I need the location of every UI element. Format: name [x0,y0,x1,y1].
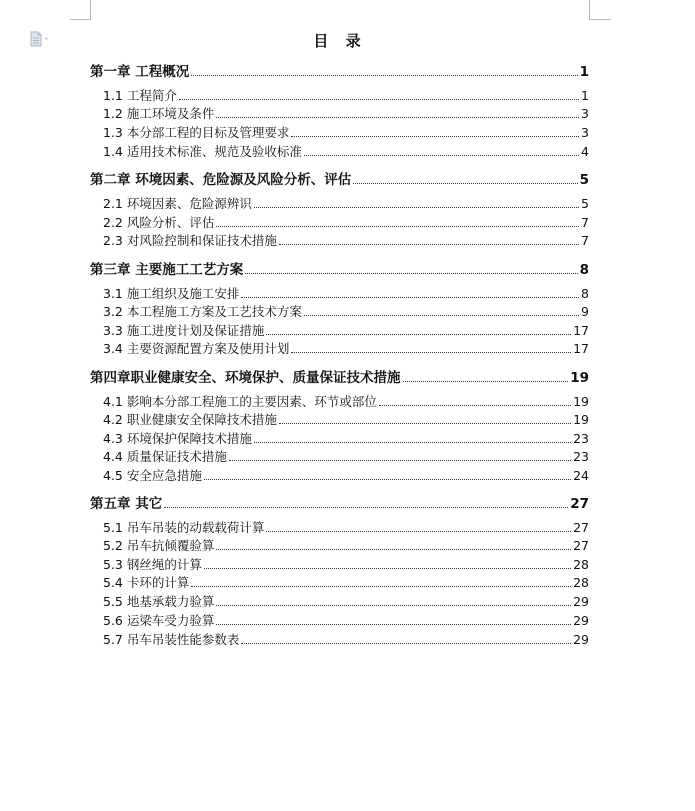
toc-entry-page-number: 23 [573,449,589,464]
toc-entry-label: 第五章 其它 [90,496,163,512]
toc-dot-leader [266,519,571,532]
toc-section-entry[interactable] [103,447,589,467]
toc-entry-page-number: 8 [581,286,589,301]
toc-entry-label: 第四章职业健康安全、环境保护、质量保证技术措施 [90,370,401,386]
toc-entry-label: 5.4 卡环的计算 [103,575,190,590]
toc-entry-label: 3.1 施工组织及施工安排 [103,286,240,301]
toc-section-entry[interactable] [103,213,589,233]
toc-entry-page-number: 29 [573,632,589,647]
toc-dot-leader [164,495,568,508]
toc-entry-label: 4.5 安全应急措施 [103,468,202,483]
toc-section-entry[interactable] [103,592,589,612]
toc-entry-label: 1.4 适用技术标准、规范及验收标准 [103,144,302,159]
crop-mark-top-right-vertical [589,0,590,19]
toc-dot-leader [216,105,579,118]
toc-title: 目 录 [313,32,367,50]
toc-dot-leader [266,322,571,335]
toc-entry-page-number: 28 [573,557,589,572]
toc-dot-leader [216,537,571,550]
toc-entry-label: 5.2 吊车抗倾覆验算 [103,538,215,553]
toc-entry-page-number: 7 [581,233,589,248]
toc-dot-leader [304,143,579,156]
toc-section-entry[interactable] [103,142,589,162]
toc-entry-page-number: 23 [573,431,589,446]
toc-entry-label: 3.2 本工程施工方案及工艺技术方案 [103,304,302,319]
toc-dot-leader [353,171,577,184]
toc-section-entry[interactable] [103,536,589,556]
toc-entry-page-number: 5 [579,172,589,188]
toc-entry-page-number: 27 [570,496,589,512]
toc-entry-label: 5.3 钢丝绳的计算 [103,557,202,572]
toc-section-entry[interactable] [103,302,589,322]
toc-entry-page-number: 24 [573,468,589,483]
toc-dot-leader [179,87,579,100]
toc-chapter-entry[interactable] [90,258,589,278]
toc-entry-label: 2.3 对风险控制和保证技术措施 [103,233,277,248]
toc-section-entry[interactable] [103,611,589,631]
toc-entry-page-number: 29 [573,613,589,628]
toc-section-entry[interactable] [103,429,589,449]
toc-dot-leader [254,430,571,443]
toc-dot-leader [229,448,571,461]
toc-entry-label: 1.2 施工环境及条件 [103,106,215,121]
toc-entry-page-number: 27 [573,520,589,535]
toc-dot-leader [291,340,571,353]
toc-entry-page-number: 7 [581,215,589,230]
toc-entry-page-number: 1 [579,64,589,80]
toc-section-entry[interactable] [103,321,589,341]
toc-dot-leader [241,631,571,644]
toc-section-entry[interactable] [103,86,589,106]
toc-section-entry[interactable] [103,123,589,143]
crop-mark-top-left-vertical [90,0,91,19]
toc-entry-label: 2.1 环境因素、危险源辨识 [103,196,252,211]
toc-entry-label: 5.7 吊车吊装性能参数表 [103,632,240,647]
toc-dot-leader [279,232,579,245]
toc-entry-label: 5.1 吊车吊装的动载载荷计算 [103,520,265,535]
toc-entry-label: 4.2 职业健康安全保障技术措施 [103,412,277,427]
toc-entry-page-number: 17 [573,341,589,356]
toc-dot-leader [216,214,579,227]
toc-dot-leader [191,63,577,76]
toc-entry-page-number: 1 [581,88,589,103]
toc-entry-label: 第二章 环境因素、危险源及风险分析、评估 [90,172,352,188]
toc-entry-label: 1.3 本分部工程的目标及管理要求 [103,125,290,140]
toc-entry-page-number: 19 [573,394,589,409]
toc-entry-label: 第三章 主要施工工艺方案 [90,262,244,278]
toc-dot-leader [245,261,577,274]
toc-dot-leader [204,467,571,480]
toc-section-entry[interactable] [103,518,589,538]
toc-entry-label: 5.5 地基承载力验算 [103,594,215,609]
toc-chapter-entry[interactable] [90,492,589,512]
toc-section-entry[interactable] [103,573,589,593]
toc-chapter-entry[interactable] [90,168,589,188]
toc-section-entry[interactable] [103,231,589,251]
toc-entry-page-number: 17 [573,323,589,338]
toc-entry-page-number: 19 [570,370,589,386]
toc-section-entry[interactable] [103,339,589,359]
toc-entry-label: 4.1 影响本分部工程施工的主要因素、环节或部位 [103,394,377,409]
toc-entry-page-number: 3 [581,125,589,140]
toc-entry-page-number: 5 [581,196,589,211]
toc-section-entry[interactable] [103,392,589,412]
toc-entry-label: 3.3 施工进度计划及保证措施 [103,323,265,338]
crop-mark-top-left-horizontal [70,19,91,20]
toc-entry-label: 第一章 工程概况 [90,64,190,80]
toc-dot-leader [204,556,571,569]
toc-dot-leader [254,195,579,208]
toc-dot-leader [216,612,571,625]
toc-dot-leader [241,285,579,298]
toc-chapter-entry[interactable] [90,366,589,386]
toc-section-entry[interactable] [103,284,589,304]
toc-section-entry[interactable] [103,194,589,214]
toc-dot-leader [304,303,579,316]
toc-section-entry[interactable] [103,466,589,486]
toc-entry-label: 2.2 风险分析、评估 [103,215,215,230]
toc-entry-page-number: 29 [573,594,589,609]
toc-entry-page-number: 27 [573,538,589,553]
toc-dot-leader [379,393,571,406]
toc-entry-page-number: 28 [573,575,589,590]
toc-entry-page-number: 19 [573,412,589,427]
toc-entry-label: 4.3 环境保护保障技术措施 [103,431,252,446]
toc-section-entry[interactable] [103,104,589,124]
toc-dot-leader [191,574,571,587]
toc-dot-leader [403,369,569,382]
toc-dot-leader [291,124,579,137]
toc-entry-label: 4.4 质量保证技术措施 [103,449,227,464]
toc-dot-leader [216,593,571,606]
toc-section-entry[interactable] [103,410,589,430]
crop-mark-top-right-horizontal [589,19,611,20]
toc-entry-label: 1.1 工程简介 [103,88,177,103]
toc-entry-label: 5.6 运梁车受力验算 [103,613,215,628]
toc-section-entry[interactable] [103,555,589,575]
toc-chapter-entry[interactable] [90,60,589,80]
toc-entry-page-number: 3 [581,106,589,121]
toc-entry-page-number: 8 [579,262,589,278]
toc-section-entry[interactable] [103,630,589,650]
toc-dot-leader [279,411,571,424]
toc-entry-page-number: 4 [581,144,589,159]
toc-entry-label: 3.4 主要资源配置方案及使用计划 [103,341,290,356]
toc-entry-page-number: 9 [581,304,589,319]
